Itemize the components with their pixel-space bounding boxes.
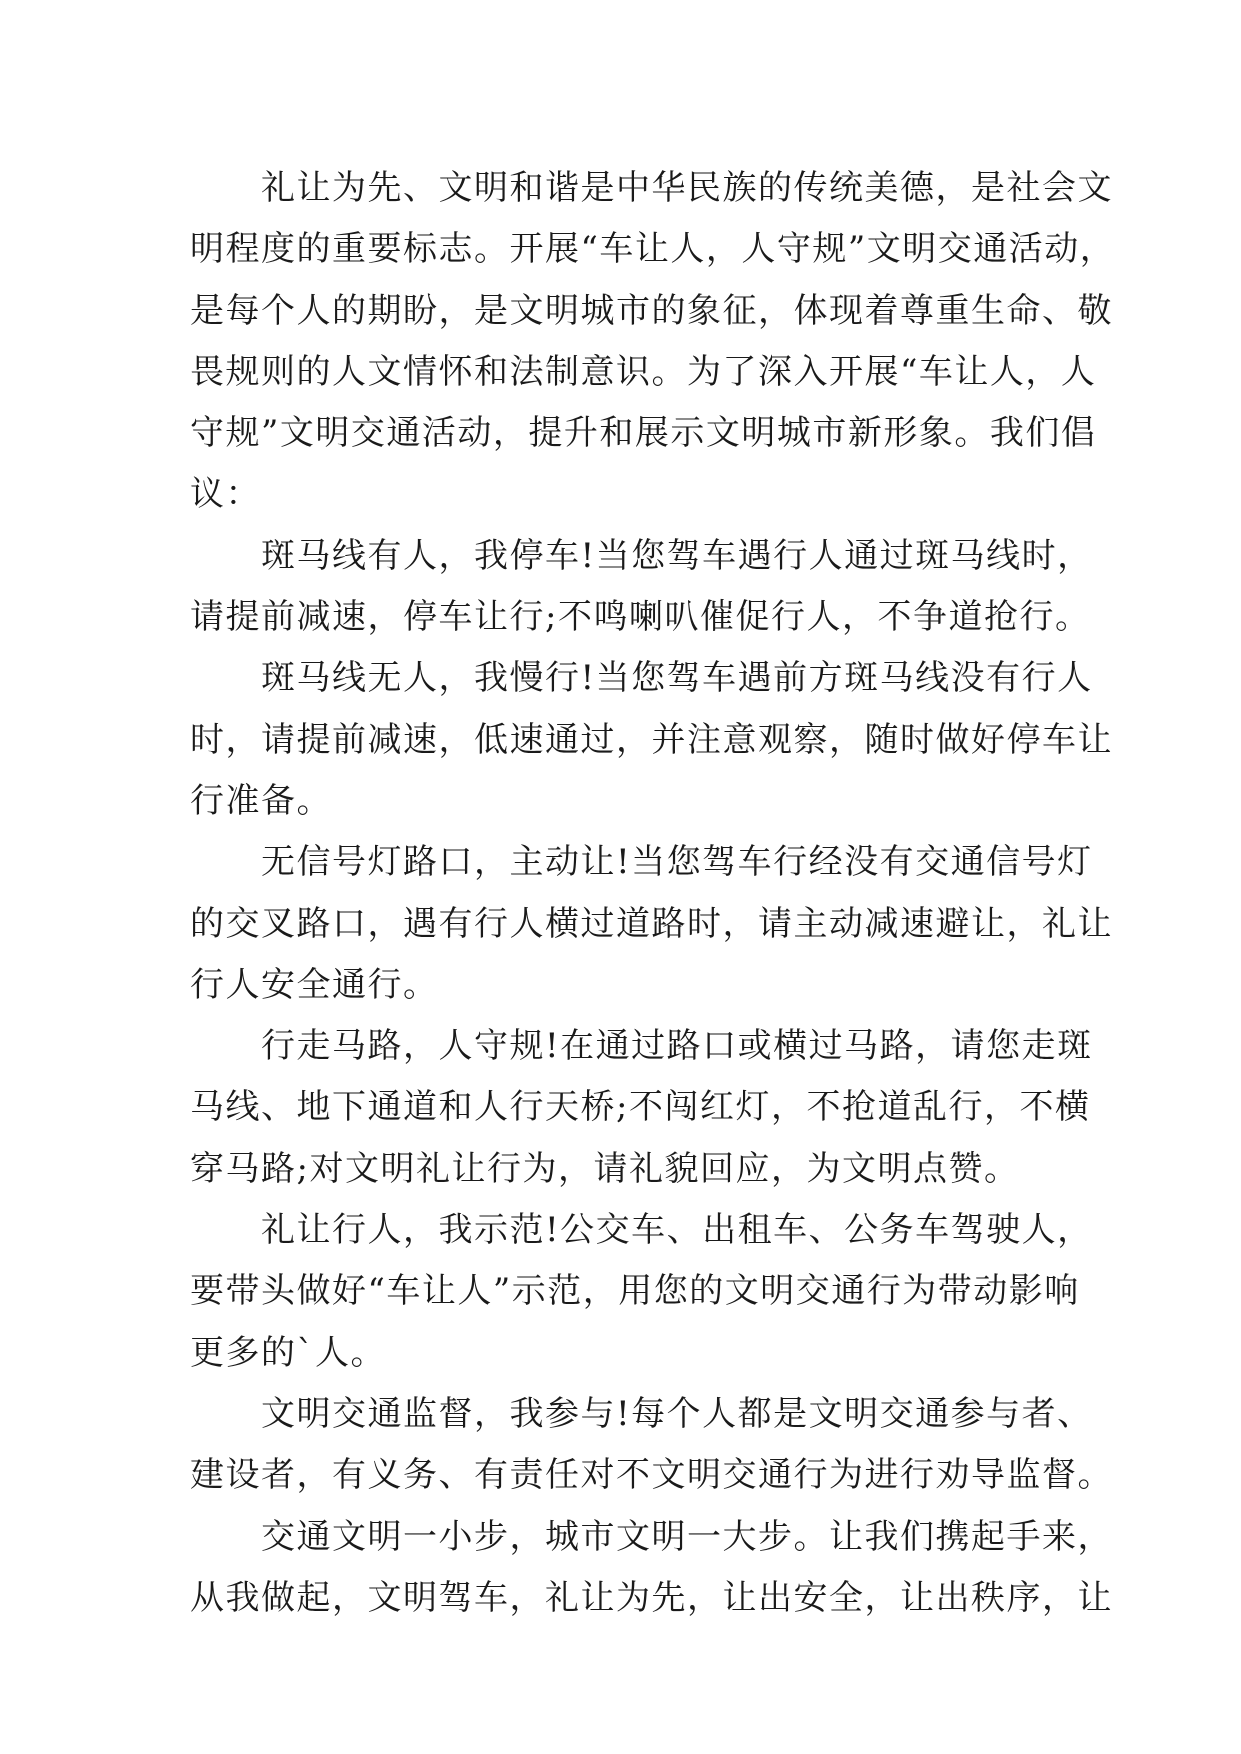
text-line: 文明交通监督，我参与!每个人都是文明交通参与者、 [190, 1393, 1093, 1434]
text-line: 时，请提前减速，低速通过，并注意观察，随时做好停车让 [190, 719, 1113, 760]
text-line: 斑马线无人，我慢行!当您驾车遇前方斑马线没有行人 [190, 658, 1093, 699]
text-line: 是每个人的期盼，是文明城市的象征，体现着尊重生命、敬 [190, 290, 1113, 331]
text-line: 礼让为先、文明和谐是中华民族的传统美德，是社会文 [190, 168, 1113, 208]
text-line: 要带头做好“车让人”示范，用您的文明交通行为带动影响 [190, 1271, 1080, 1312]
text-line: 行人安全通行。 [190, 964, 439, 1005]
text-line: 交通文明一小步，城市文明一大步。让我们携起手来， [190, 1516, 1113, 1557]
text-line: 建设者，有义务、有责任对不文明交通行为进行劝导监督。 [190, 1455, 1113, 1496]
document-body [190, 158, 1116, 1629]
text-line: 马线、地下通道和人行天桥;不闯红灯，不抢道乱行，不横 [190, 1087, 1091, 1128]
text-line: 从我做起，文明驾车，礼让为先，让出安全，让出秩序，让 [190, 1577, 1113, 1618]
text-line: 斑马线有人，我停车!当您驾车遇行人通过斑马线时， [190, 535, 1093, 576]
text-line: 穿马路;对文明礼让行为，请礼貌回应，为文明点赞。 [190, 1148, 1020, 1189]
text-line: 畏规则的人文情怀和法制意识。为了深入开展“车让人，人 [190, 351, 1097, 392]
text-line: 议： [190, 474, 261, 515]
text-line: 的交叉路口，遇有行人横过道路时，请主动减速避让，礼让 [190, 903, 1113, 944]
text-line: 行准备。 [190, 780, 332, 821]
text-line: 守规”文明交通活动，提升和展示文明城市新形象。我们倡 [190, 413, 1097, 454]
text-line: 请提前减速，停车让行;不鸣喇叭催促行人，不争道抢行。 [190, 597, 1091, 638]
text-line: 礼让行人，我示范!公交车、出租车、公务车驾驶人， [190, 1210, 1093, 1251]
text-line: 明程度的重要标志。开展“车让人，人守规”文明交通活动， [190, 229, 1116, 270]
text-line: 行走马路，人守规!在通过路口或横过马路，请您走斑 [190, 1026, 1093, 1067]
text-line: 更多的`人。 [190, 1332, 386, 1373]
text-line: 无信号灯路口，主动让!当您驾车行经没有交通信号灯 [190, 842, 1093, 883]
